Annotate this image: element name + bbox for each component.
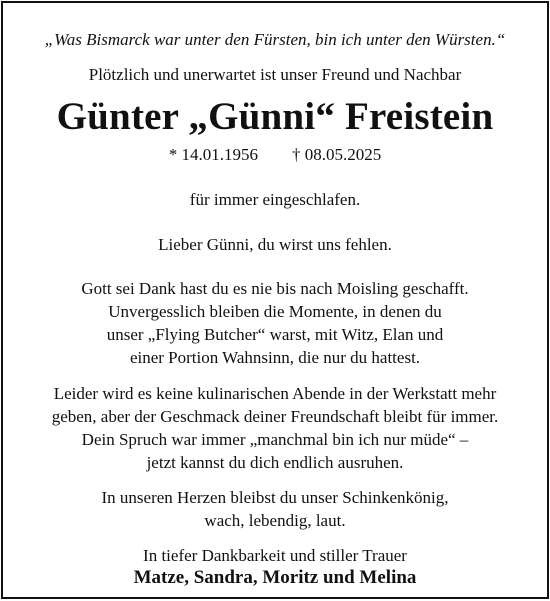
birth-date: * 14.01.1956 — [168, 145, 258, 164]
closing-line: In tiefer Dankbarkeit und stiller Trauer — [143, 546, 407, 565]
paragraph-line: In unseren Herzen bleibst du unser Schinkenkönig, — [101, 488, 449, 507]
death-date: † 08.05.2025 — [292, 145, 382, 164]
opening-quote: „Was Bismarck war unter den Fürsten, bin ich unter den Würsten.“ — [44, 30, 506, 49]
asleep-line: für immer eingeschlafen. — [189, 190, 361, 209]
paragraph-line: Unvergesslich bleiben die Momente, in denen du — [108, 302, 442, 321]
paragraph-line: wach, lebendig, laut. — [204, 511, 346, 530]
paragraph-line: einer Portion Wahnsinn, die nur du hattest. — [129, 348, 421, 367]
life-dates — [3, 144, 547, 166]
paragraph-line: Gott sei Dank hast du es nie bis nach Moisling geschafft. — [81, 279, 469, 298]
paragraph-line: Dein Spruch war immer „manchmal bin ich nur müde“ – — [81, 430, 469, 449]
intro-line: Plötzlich und unerwartet ist unser Freund und Nachbar — [88, 65, 462, 84]
signers-line: Matze, Sandra, Moritz und Melina — [133, 567, 417, 588]
paragraph-line: Leider wird es keine kulinarischen Abende in der Werkstatt mehr — [53, 384, 497, 403]
paragraph-line: Lieber Günni, du wirst uns fehlen. — [158, 235, 392, 254]
deceased-name: Günter „Günni“ Freistein — [56, 95, 494, 138]
paragraph-line: jetzt kannst du dich endlich ausruhen. — [146, 453, 404, 472]
obituary-notice — [1, 1, 549, 599]
paragraph-line: geben, aber der Geschmack deiner Freundschaft bleibt für immer. — [51, 407, 499, 426]
paragraph-line: unser „Flying Butcher“ warst, mit Witz, Elan und — [106, 325, 444, 344]
